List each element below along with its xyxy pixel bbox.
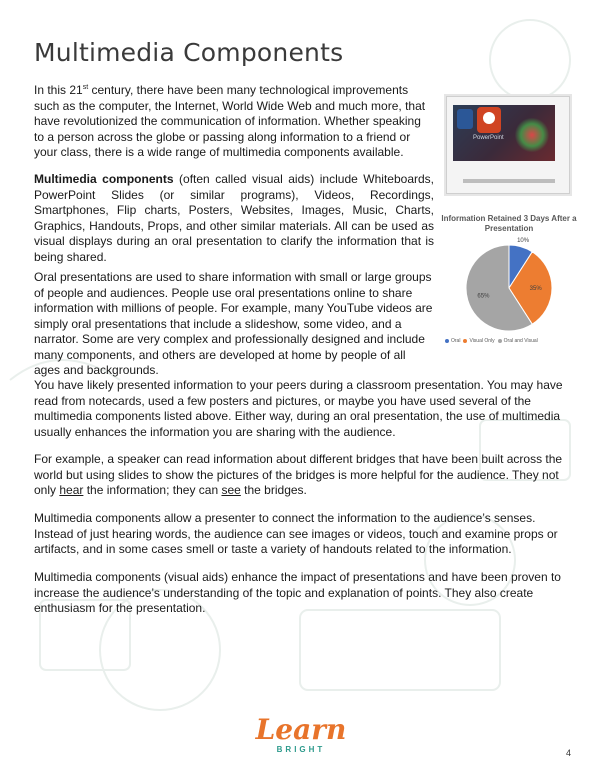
paragraph-components <box>34 172 434 265</box>
powerpoint-app-icon <box>477 107 501 133</box>
paragraph-oral-presentations: Oral presentations are used to share information with small or large groups of people and audiences. People use oral presentations online to share information with millions of people. For example, many YouTube videos are simply oral presentations that include a slideshow, some video, and a narrator. Some are very complex and professionally designed and include many components, and others are developed at home by people of all ages and backgrounds. <box>34 270 433 377</box>
pie-label-visual-only: 35% <box>529 286 542 292</box>
pie-svg <box>440 214 578 338</box>
paragraph-senses: Multimedia components allow a presenter to connect the information to the audience’s senses. Instead of just hearing words, the audience can see images or videos, touch and examine props or artifacts, and in some cases smell or taste a variety of handouts related to the information. <box>34 511 558 556</box>
legend-swatch <box>445 339 449 343</box>
page-number: 4 <box>566 748 572 758</box>
paragraph-example <box>34 452 564 499</box>
intro-text-rest: century, there have been many technological improvements such as the computer, the Internet, World Wide Web and much more, that have revolutionized the communication of information. Whether speaking to a person across the globe or passing along information to a friend or your class, there is a wide range of multimedia components available. <box>34 83 426 159</box>
intro-superscript: st <box>82 84 89 91</box>
pie-label-oral-and-visual: 65% <box>477 293 490 300</box>
example-underline-hear: hear <box>59 483 84 497</box>
chart-title: Information Retained 3 Days After a Presentation <box>441 214 577 233</box>
learn-bright-logo <box>246 715 356 767</box>
logo-word: Learn <box>255 713 347 746</box>
word-app-icon <box>457 109 473 129</box>
chart-legend <box>442 338 578 344</box>
legend-swatch <box>498 339 502 343</box>
paragraph-impact: Multimedia components (visual aids) enhance the impact of presentations and have been proven to increase the audience’s understanding of the topic and explanation of points. They also create enthusiasm for the presentation. <box>34 570 561 615</box>
powerpoint-label: PowerPoint <box>473 135 504 141</box>
legend-label: Oral <box>451 338 461 344</box>
marker-tray <box>463 179 555 183</box>
components-term: Multimedia components <box>34 172 174 186</box>
paragraph-intro <box>34 83 434 161</box>
example-text-c: the bridges. <box>240 483 307 497</box>
legend-label: Oral and Visual <box>503 338 538 344</box>
logo-sub: BRIGHT <box>276 745 326 754</box>
legend-swatch <box>463 339 467 343</box>
app-glow <box>515 117 549 153</box>
example-text-a: For example, a speaker can read information about different bridges that have been built across the world but using slides to show the pictures of the bridges is more helpful for the audience. They not only <box>34 452 563 497</box>
whiteboard-photo <box>446 96 570 194</box>
page-title: Multimedia Components <box>34 38 344 67</box>
paragraph-classroom: You have likely presented information to your peers during a classroom presentation. You may have read from notecards, used a few posters and pictures, or maybe you have used several of the multimedia components listed above. Either way, during an oral presentation, the use of multimedia usually enhances the information you are sharing with the audience. <box>34 378 563 439</box>
example-underline-see: see <box>221 483 241 497</box>
example-text-b: the information; they can <box>83 483 222 497</box>
components-text: (often called visual aids) include Whiteboards, PowerPoint Slides (or similar programs), Videos, Recordings, Smartphones, Flip charts, Posters, Websites, Images, Music, Charts, Graphics, Handouts, Props, and other similar materials. All can be used as visual displays during an oral presentation to clarify the information that is being shared. <box>34 172 434 264</box>
pie-label-oral: 10% <box>517 238 530 245</box>
legend-label: Visual Only <box>469 338 495 344</box>
intro-text-start: In this 21 <box>34 83 83 97</box>
retention-pie-chart <box>440 214 578 350</box>
